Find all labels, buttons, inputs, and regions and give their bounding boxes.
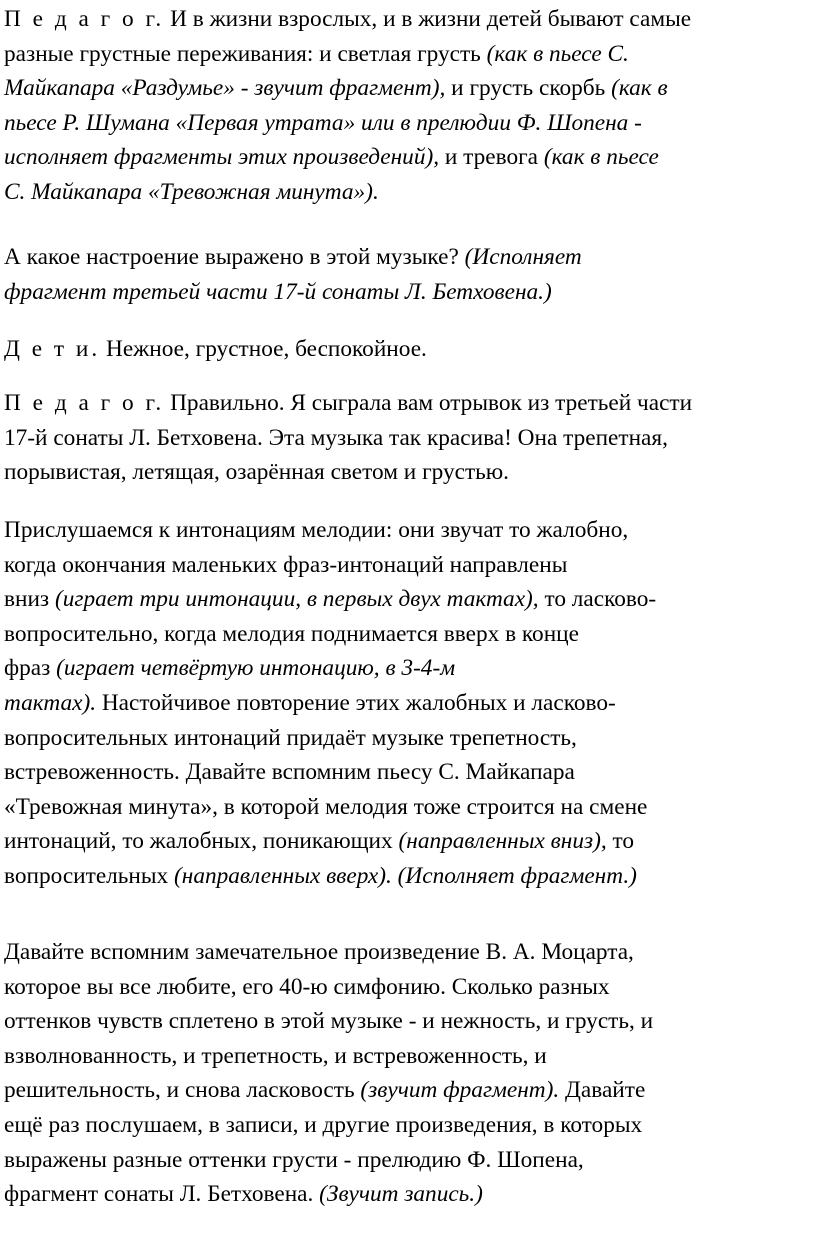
text-line [4, 175, 804, 210]
text-run: вопросительных [4, 862, 175, 889]
italic-text-run: (направленных вверх). (Исполняет фрагмент.) [174, 862, 637, 889]
speaker-label: П е д а г о г. [4, 6, 165, 32]
text-run: А какое настроение выражено в этой музыке? [4, 244, 465, 270]
paragraph-1 [4, 2, 804, 210]
italic-text-run: (Звучит запись.) [319, 1181, 483, 1208]
text-run: Давайте [559, 1077, 646, 1104]
italic-text-run: Майкапара «Раздумье» - звучит фрагмент), [4, 75, 446, 102]
text-run: и грусть скорбь [445, 75, 612, 102]
italic-text-run: фрагмент третьей части 17-й сонаты Л. Бетховена.) [4, 278, 552, 305]
text-run: вниз [4, 586, 55, 613]
text-run: оттенков чувств сплетено в этой музыке - и нежность, и грусть, и [4, 1008, 654, 1035]
text-line [4, 755, 804, 790]
text-run: Настойчивое повторение этих жалобных и ласково- [96, 689, 616, 716]
text-line [4, 1143, 804, 1178]
paragraph-2 [4, 240, 804, 309]
text-run: фрагмент сонаты Л. Бетховена. [4, 1181, 320, 1208]
text-line [4, 37, 804, 72]
italic-text-run: (играет три интонации, в первых двух тактах), [54, 586, 539, 613]
text-line [4, 140, 804, 175]
text-run: то [606, 828, 635, 855]
text-run: встревоженность. Давайте вспомним пьесу С. Майкапара [4, 759, 575, 786]
text-run: Нежное, грустное, беспокойное. [100, 336, 427, 362]
text-line [4, 240, 804, 275]
italic-text-run: (как в пьесе [543, 144, 659, 171]
paragraph-3 [4, 332, 804, 367]
text-line [4, 513, 804, 548]
text-line [4, 617, 804, 652]
paragraph-6 [4, 935, 804, 1212]
italic-text-run: (как в пьесе С. [486, 40, 629, 67]
text-run: взволнованность, и трепетность, и встревоженность, и [4, 1042, 547, 1069]
text-line [4, 582, 804, 617]
text-line [4, 275, 804, 310]
italic-text-run: С. Майкапара «Тревожная минута»). [4, 178, 379, 205]
text-line [4, 859, 804, 894]
text-run: которое вы все любите, его 40-ю симфонию. Сколько разных [4, 973, 610, 1000]
text-run: фраз [4, 655, 57, 682]
text-line [4, 970, 804, 1005]
paragraph-5 [4, 513, 804, 894]
text-run: 17-й сонаты Л. Бетховена. Эта музыка так красива! Она трепетная, [4, 424, 668, 451]
italic-text-run: пьесе Р. Шумана «Первая утрата» или в прелюдии Ф. Шопена - [4, 109, 642, 136]
text-run: вопросительных интонаций придаёт музыке трепетность, [4, 724, 577, 751]
italic-text-run: тактах). [4, 689, 97, 716]
text-run: Правильно. Я сыграла вам отрывок из третьей части [164, 390, 693, 416]
text-line [4, 686, 804, 721]
speaker-label: Д е т и. [4, 336, 101, 362]
text-run: Давайте вспомним замечательное произведение В. А. Моцарта, [4, 939, 634, 965]
text-line [4, 1004, 804, 1039]
text-line [4, 651, 804, 686]
speaker-label: П е д а г о г. [4, 390, 165, 416]
text-line [4, 935, 804, 970]
text-line [4, 386, 804, 421]
text-line [4, 332, 804, 367]
text-run: разные грустные переживания: и светлая грусть [4, 40, 487, 67]
italic-text-run: (звучит фрагмент). [360, 1077, 560, 1104]
text-run: Прислушаемся к интонациям мелодии: они звучат то жалобно, [4, 517, 629, 543]
text-line [4, 1039, 804, 1074]
text-line [4, 721, 804, 756]
text-run: когда окончания маленьких фраз-интонаций направлены [4, 551, 568, 578]
paragraph-4 [4, 386, 804, 490]
text-run: порывистая, летящая, озарённая светом и грустью. [4, 459, 509, 486]
text-run: интонаций, то жалобных, поникающих [4, 828, 399, 855]
text-run: то ласково- [538, 586, 657, 613]
text-line [4, 790, 804, 825]
text-line [4, 455, 804, 490]
text-run: ещё раз послушаем, в записи, и другие произведения, в которых [4, 1111, 643, 1138]
text-line [4, 421, 804, 456]
text-line [4, 824, 804, 859]
text-run: И в жизни взрослых, и в жизни детей бывают самые [164, 6, 692, 32]
text-run: выражены разные оттенки грусти - прелюдию Ф. Шопена, [4, 1146, 584, 1173]
text-run: решительность, и снова ласковость [4, 1077, 361, 1104]
text-run: и тревога [439, 144, 544, 171]
italic-text-run: (играет четвёртую интонацию, в 3-4-м [56, 655, 456, 682]
text-line [4, 1177, 804, 1212]
text-run: «Тревожная минута», в которой мелодия тоже строится на смене [4, 793, 648, 820]
text-line [4, 1073, 804, 1108]
italic-text-run: (как в [611, 75, 668, 102]
italic-text-run: исполняет фрагменты этих произведений), [4, 144, 440, 171]
text-line [4, 71, 804, 106]
italic-text-run: (направленных вниз), [398, 828, 607, 855]
text-line [4, 1108, 804, 1143]
text-line [4, 106, 804, 141]
text-line [4, 2, 804, 37]
text-line [4, 548, 804, 583]
text-run: вопросительно, когда мелодия поднимается вверх в конце [4, 620, 579, 647]
italic-text-run: (Исполняет [464, 244, 582, 270]
